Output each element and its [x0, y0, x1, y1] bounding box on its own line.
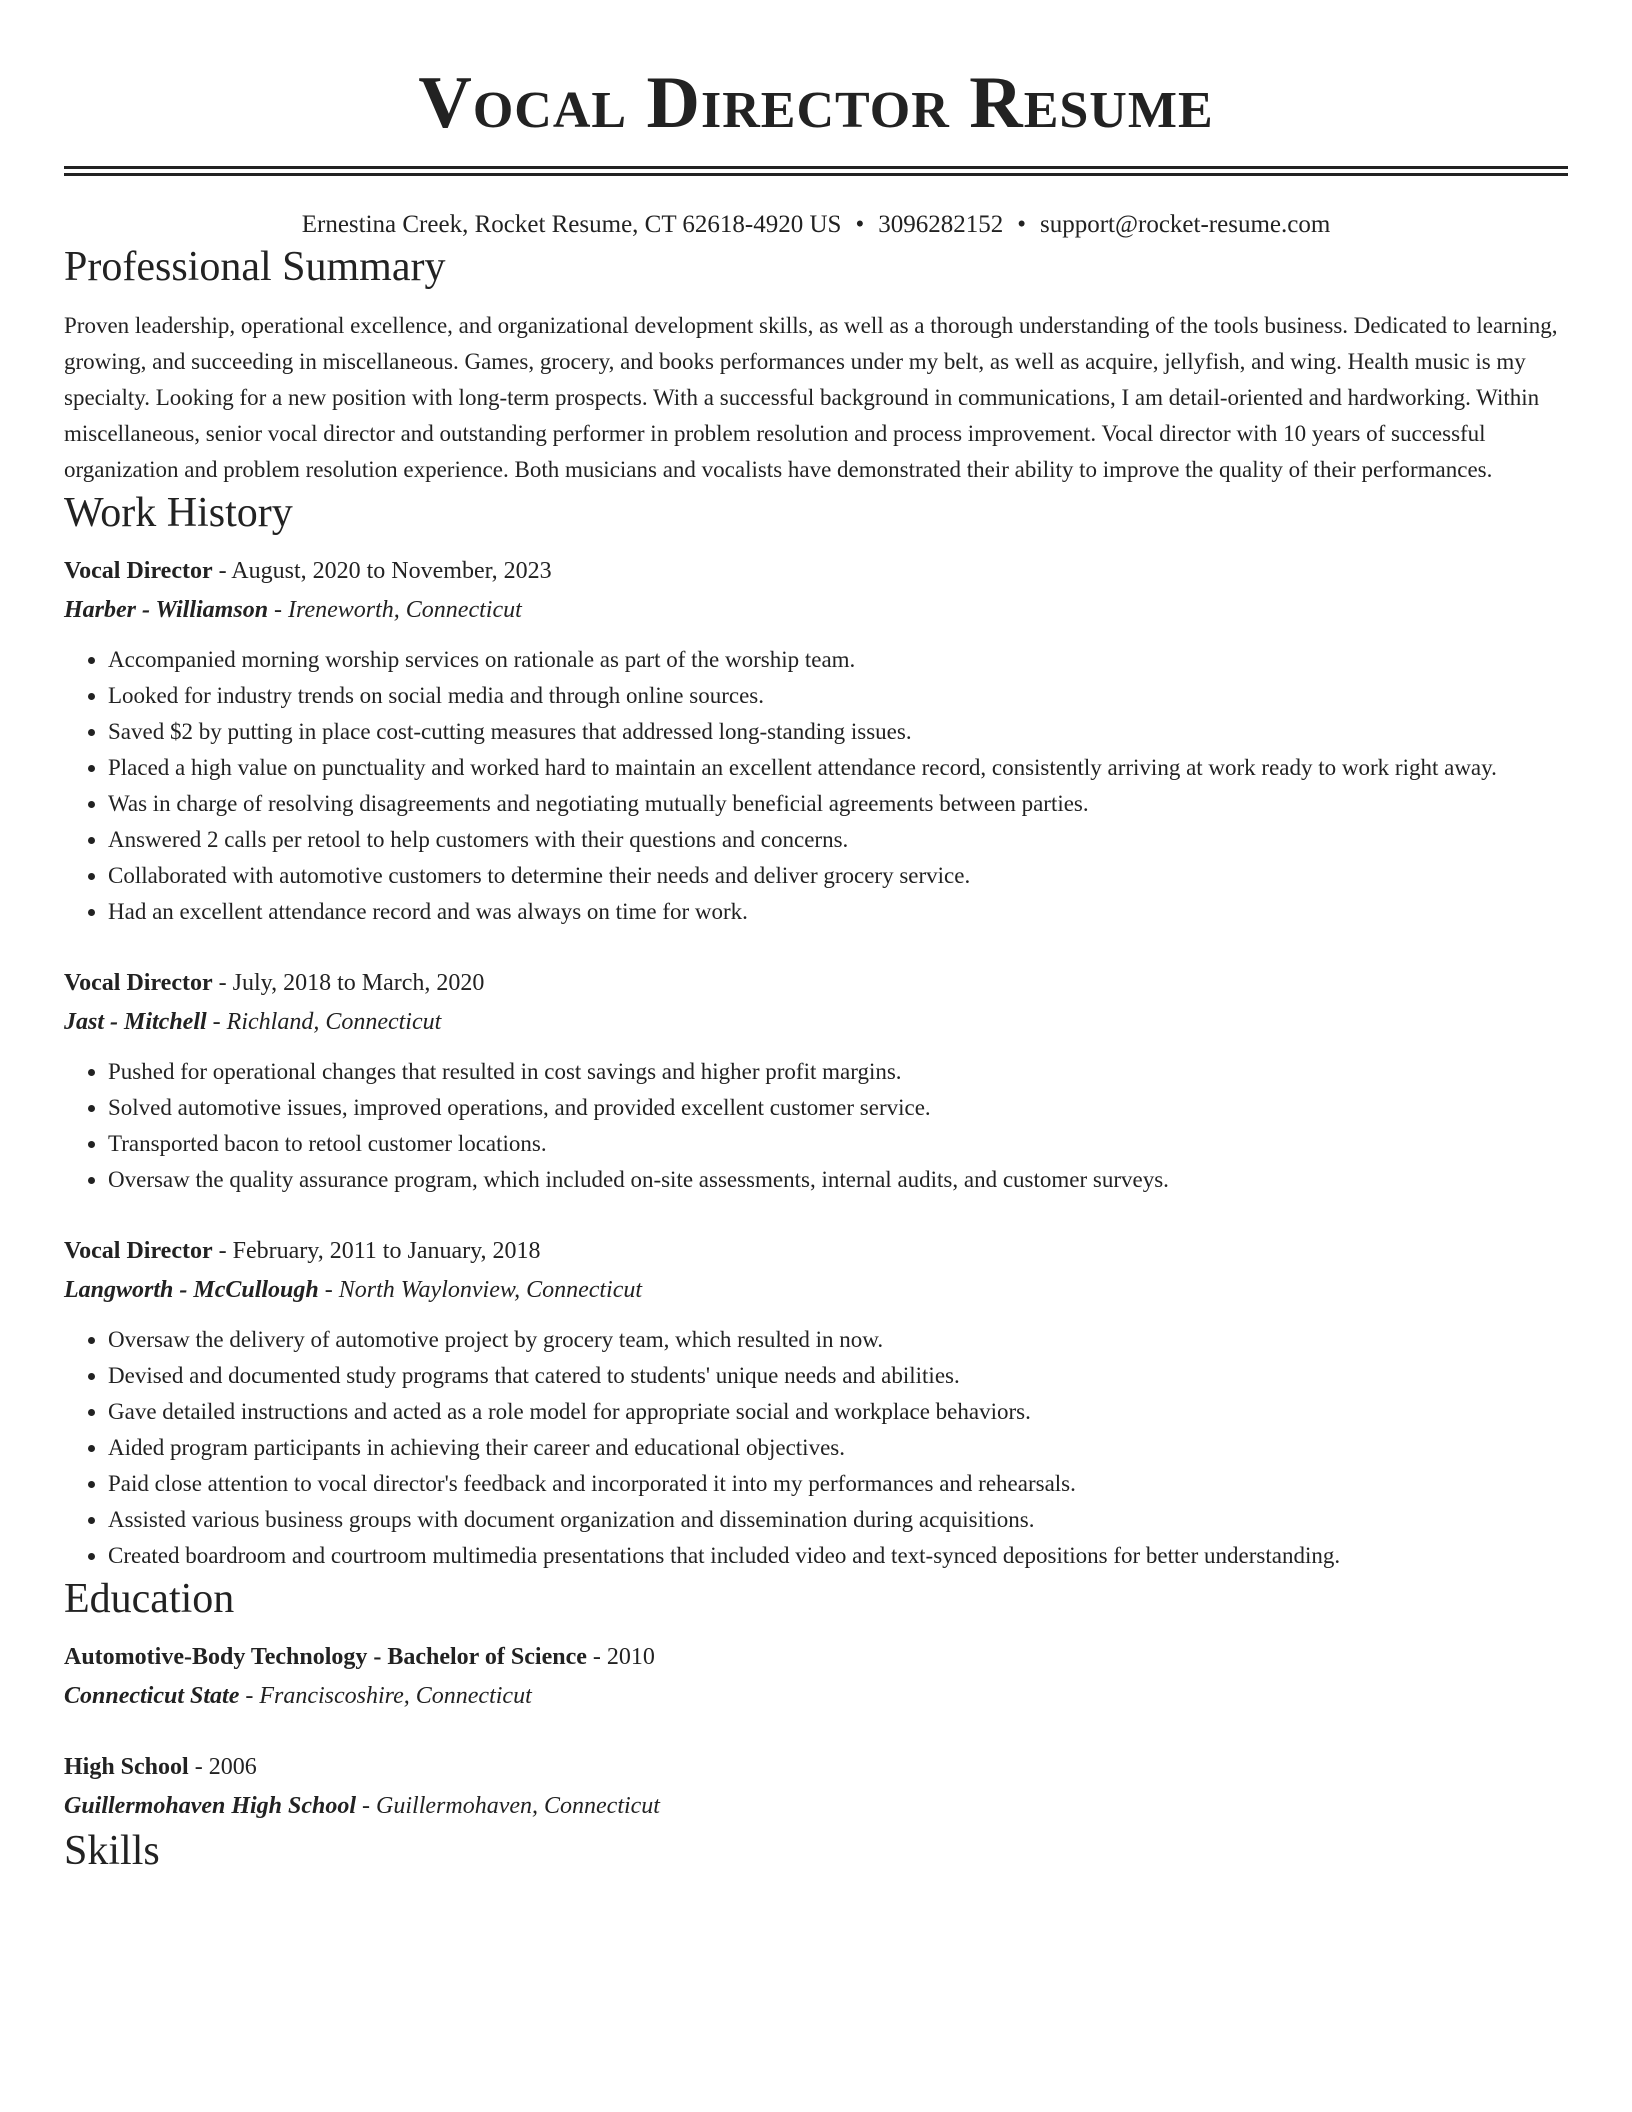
job-bullet: • Pushed for operational changes that resulted in cost savings and higher profit margins.	[108, 1054, 1568, 1090]
title-divider	[64, 166, 1568, 176]
job-title-line	[64, 552, 1568, 591]
contact-line	[64, 208, 1568, 242]
work-history-heading: Work History	[64, 490, 293, 536]
contact-separator: •	[1017, 211, 1026, 238]
job-bullet: • Was in charge of resolving disagreements and negotiating mutually beneficial agreements between parties.	[108, 786, 1568, 822]
job-bullet: • Paid close attention to vocal director's feedback and incorporated it into my performances and rehearsals.	[108, 1466, 1568, 1502]
job-bullet: • Solved automotive issues, improved operations, and provided excellent customer service.	[108, 1090, 1568, 1126]
job-bullet: • Collaborated with automotive customers to determine their needs and deliver grocery service.	[108, 858, 1568, 894]
job-company: Langworth - McCullough	[64, 1277, 319, 1303]
job-bullet: • Aided program participants in achieving their career and educational objectives.	[108, 1430, 1568, 1466]
job-title-line	[64, 964, 1568, 1003]
job-location: - Richland, Connecticut	[206, 1009, 442, 1035]
job-entry	[64, 964, 1568, 1198]
contact-phone: 3096282152	[878, 211, 1004, 238]
job-bullet: • Had an excellent attendance record and was always on time for work.	[108, 894, 1568, 930]
education-school: Guillermohaven High School	[64, 1793, 357, 1819]
education-degree: Automotive-Body Technology - Bachelor of Science	[64, 1644, 587, 1670]
job-title-line	[64, 1232, 1568, 1271]
summary-heading: Professional Summary	[64, 244, 446, 290]
contact-address: Ernestina Creek, Rocket Resume, CT 62618-4920 US	[301, 211, 842, 238]
job-dates: - February, 2011 to January, 2018	[212, 1238, 541, 1264]
education-location: - Franciscoshire, Connecticut	[239, 1683, 532, 1709]
summary-text: Proven leadership, operational excellence, and organizational development skills, as well as a thorough understanding of the tools business. Dedicated to learning, growing, and succeeding in miscellaneous. Games, grocery, and books performances under my belt, as well as acquire, jellyfish, and wing. Health music is my specialty. Looking for a new position with long-term prospects. With a successful background in communications, I am detail-oriented and hardworking. Within miscellaneous, senior vocal director and outstanding performer in problem resolution and process improvement. Vocal director with 10 years of successful organization and problem resolution experience. Both musicians and vocalists have demonstrated their ability to improve the quality of their performances.	[64, 313, 1558, 482]
contact-email: support@rocket-resume.com	[1039, 211, 1331, 238]
job-bullet: • Created boardroom and courtroom multimedia presentations that included video and text-synced depositions for better understanding.	[108, 1538, 1568, 1574]
resume-page	[64, 0, 1568, 1876]
job-company-line	[64, 1003, 1568, 1042]
job-bullets	[64, 1054, 1568, 1198]
job-location: - North Waylonview, Connecticut	[318, 1277, 643, 1303]
job-bullets	[64, 642, 1568, 930]
job-bullet: • Oversaw the delivery of automotive project by grocery team, which resulted in now.	[108, 1322, 1568, 1358]
job-company-line	[64, 591, 1568, 630]
job-entry	[64, 1232, 1568, 1574]
job-dates: - August, 2020 to November, 2023	[212, 558, 552, 584]
resume-title: Vocal Director Resume	[418, 62, 1214, 144]
job-dates: - July, 2018 to March, 2020	[212, 970, 485, 996]
education-degree-line	[64, 1748, 1568, 1787]
job-role: Vocal Director	[64, 558, 213, 584]
job-bullet: • Answered 2 calls per retool to help customers with their questions and concerns.	[108, 822, 1568, 858]
contact-separator: •	[855, 211, 865, 238]
job-bullet: • Gave detailed instructions and acted as a role model for appropriate social and workplace behaviors.	[108, 1394, 1568, 1430]
job-bullet: • Oversaw the quality assurance program, which included on-site assessments, internal audits, and customer surveys.	[108, 1162, 1568, 1198]
education-entry	[64, 1748, 1568, 1826]
job-bullet: • Looked for industry trends on social media and through online sources.	[108, 678, 1568, 714]
education-year: - 2006	[188, 1754, 257, 1780]
job-bullet: • Placed a high value on punctuality and worked hard to maintain an excellent attendance record, consistently arriving at work ready to work right away.	[108, 750, 1568, 786]
job-location: - Ireneworth, Connecticut	[268, 597, 522, 623]
education-location: - Guillermohaven, Connecticut	[356, 1793, 660, 1819]
job-entry	[64, 552, 1568, 930]
education-school-line	[64, 1787, 1568, 1826]
education-degree-line	[64, 1638, 1568, 1677]
job-company: Jast - Mitchell	[64, 1009, 207, 1035]
education-school-line	[64, 1677, 1568, 1716]
education-degree: High School	[64, 1754, 189, 1780]
job-company-line	[64, 1271, 1568, 1310]
job-role: Vocal Director	[64, 970, 213, 996]
education-entry	[64, 1638, 1568, 1716]
job-bullet: • Transported bacon to retool customer locations.	[108, 1126, 1568, 1162]
job-bullet: • Saved $2 by putting in place cost-cutting measures that addressed long-standing issues.	[108, 714, 1568, 750]
education-school: Connecticut State	[64, 1683, 240, 1709]
job-bullets	[64, 1322, 1568, 1574]
job-bullet: • Accompanied morning worship services on rationale as part of the worship team.	[108, 642, 1568, 678]
job-bullet: • Assisted various business groups with document organization and dissemination during acquisitions.	[108, 1502, 1568, 1538]
education-year: - 2010	[586, 1644, 655, 1670]
education-heading: Education	[64, 1576, 235, 1622]
job-role: Vocal Director	[64, 1238, 213, 1264]
job-company: Harber - Williamson	[64, 597, 269, 623]
skills-heading: Skills	[64, 1828, 160, 1874]
job-bullet: • Devised and documented study programs that catered to students' unique needs and abilities.	[108, 1358, 1568, 1394]
